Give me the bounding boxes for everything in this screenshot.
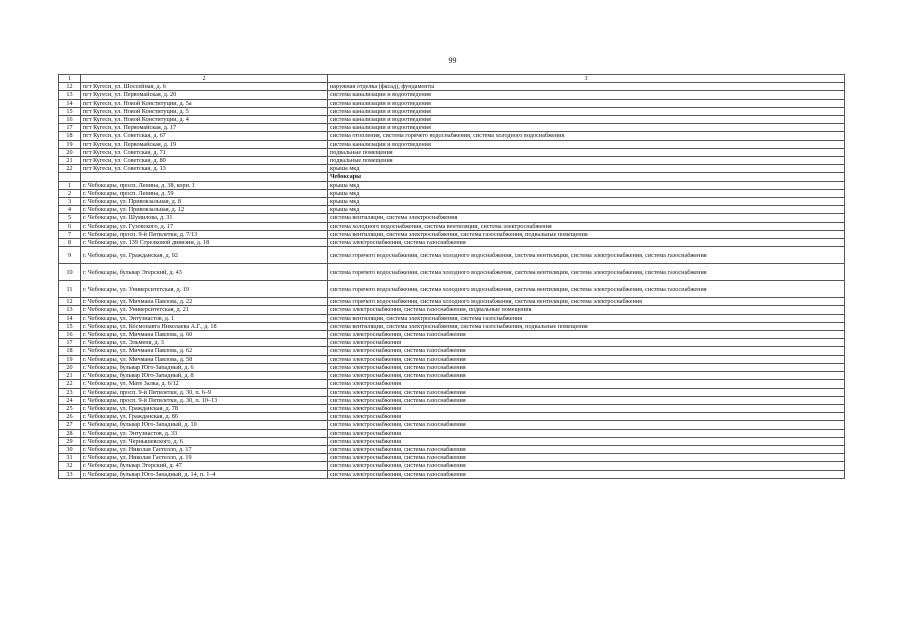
row-address: г. Чебоксары, ул. Мате Залка, д. 6/12 [81,380,328,388]
row-address: г. Чебоксары, просп. 9-й Пятилетки, д. 30, п. 10–13 [81,396,328,404]
row-number: 8 [59,239,81,247]
row-number: 16 [59,116,81,124]
row-number: 20 [59,363,81,371]
row-works: система канализации и водоотведения [328,140,845,148]
row-works: подвальные помещения [328,157,845,165]
table-row [59,281,845,298]
row-works: система электроснабжения, система газоснабжения [328,239,845,247]
row-works: подвальные помещения [328,148,845,156]
row-address: пгт Кугеси, ул. Первомайская, д. 19 [81,140,328,148]
table-row [59,388,845,396]
table-row [59,355,845,363]
row-address: пгт Кугеси, ул. Новой Конституции, д. 4 [81,116,328,124]
row-address: пгт Кугеси, ул. Шоссейная, д. 6 [81,83,328,91]
row-number: 12 [59,83,81,91]
row-number: 18 [59,347,81,355]
row-number: 21 [59,157,81,165]
row-works: система электроснабжения, система газоснабжения, подвальные помещения [328,306,845,314]
row-works: система электроснабжения [328,437,845,445]
table-row [59,214,845,222]
row-works: система электроснабжения [328,429,845,437]
row-address: г. Чебоксары, ул. Привокзальная, д. 12 [81,206,328,214]
row-works: система электроснабжения, система газоснабжения [328,454,845,462]
row-number: 9 [59,247,81,264]
row-works: система вентиляции, система электроснабжения, система газоснабжения [328,314,845,322]
row-address: г. Чебоксары, ул. Университетская, д. 19 [81,281,328,298]
table-row [59,140,845,148]
row-number: 27 [59,421,81,429]
row-works: крыша мкд [328,189,845,197]
row-address: г. Чебоксары, просп. Ленина, д. 38, корп. 1 [81,181,328,189]
row-address: г. Чебоксары, просп. Ленина, д. 59 [81,189,328,197]
row-address: г. Чебоксары, ул. Мичмана Павлова, д. 58 [81,355,328,363]
table-row [59,264,845,281]
row-number: 26 [59,413,81,421]
works-table [58,74,845,479]
row-works: система электроснабжения, система газоснабжения [328,347,845,355]
section-title: Чебоксары [328,173,845,181]
table-row [59,363,845,371]
row-number: 17 [59,124,81,132]
table-row [59,99,845,107]
table-row [59,421,845,429]
row-address: г. Чебоксары, бульвар Юго-Западный, д. 10 [81,421,328,429]
row-address: пгт Кугеси, ул. Новой Конституции, д. 5а [81,99,328,107]
table-row [59,222,845,230]
table-row [59,404,845,412]
row-works: система электроснабжения, система газоснабжения [328,462,845,470]
table-row [59,181,845,189]
row-address: г. Чебоксары, просп. 9-й Пятилетки, д. 30, п. 6–9 [81,388,328,396]
table-row [59,148,845,156]
row-number: 14 [59,99,81,107]
table-row [59,230,845,238]
table-row [59,396,845,404]
row-works: система горячего водоснабжения, система холодного водоснабжения, система вентиляции, система электроснабжения [328,298,845,306]
table-row [59,165,845,173]
table-row [59,116,845,124]
row-number: 13 [59,306,81,314]
row-works: система канализации и водоотведения [328,99,845,107]
row-number: 32 [59,462,81,470]
row-address: г. Чебоксары, ул. Мичмана Павлова, д. 62 [81,347,328,355]
table-row [59,380,845,388]
row-number: 22 [59,165,81,173]
row-address: г. Чебоксары, ул. 139 Стрелковой дивизии, д. 18 [81,239,328,247]
table-row [59,347,845,355]
row-works: крыша мкд [328,165,845,173]
row-works: наружная отделка (фасад), фундаменты [328,83,845,91]
row-address: г. Чебоксары, ул. Эльменя, д. 3 [81,339,328,347]
row-number: 13 [59,91,81,99]
row-number: 30 [59,445,81,453]
row-number: 10 [59,264,81,281]
row-address: пгт Кугеси, ул. Первомайская, д. 20 [81,91,328,99]
row-number: 7 [59,230,81,238]
row-works: крыша мкд [328,206,845,214]
row-address: г. Чебоксары, ул. Мичмана Павлова, д. 60 [81,331,328,339]
table-row [59,124,845,132]
row-number: 19 [59,140,81,148]
row-works: система электроснабжения, система газоснабжения [328,388,845,396]
row-address: г. Чебоксары, ул. Гузовского, д. 17 [81,222,328,230]
row-address: г. Чебоксары, просп. 9-й Пятилетки, д. 7/13 [81,230,328,238]
row-works: система горячего водоснабжения, система холодного водоснабжения, система вентиляции, система электроснабжения, система газоснабжения [328,247,845,264]
row-works: система вентиляции, система электроснабжения [328,214,845,222]
table-row [59,306,845,314]
row-address: пгт Кугеси, ул. Советская, д. 71 [81,148,328,156]
row-works: система канализации и водоотведения [328,116,845,124]
row-address: г. Чебоксары, ул. Николая Гастелло, д. 19 [81,454,328,462]
table-row [59,132,845,140]
row-address: г. Чебоксары, ул. Гражданская, д. 92 [81,247,328,264]
row-number: 5 [59,214,81,222]
row-number: 31 [59,454,81,462]
header-col-1: 1 [59,75,81,83]
row-address: пгт Кугеси, ул. Советская, д. 13 [81,165,328,173]
row-works: система электроснабжения, система газоснабжения [328,421,845,429]
row-number: 21 [59,372,81,380]
row-works: система электроснабжения, система газоснабжения [328,372,845,380]
row-address: г. Чебоксары, ул. Энтузиастов, д. 33 [81,429,328,437]
row-works: система электроснабжения, система газоснабжения [328,363,845,371]
row-address: г. Чебоксары, ул. Энтузиастов, д. 1 [81,314,328,322]
row-works: система канализации и водоотведения [328,91,845,99]
row-address: пгт Кугеси, ул. Советская, д. 80 [81,157,328,165]
row-works: система электроснабжения [328,380,845,388]
header-col-2: 2 [81,75,328,83]
row-address: г. Чебоксары, ул. Привокзальная, д. 8 [81,198,328,206]
table-row [59,157,845,165]
row-address: г. Чебоксары, ул. Гражданская, д. 78 [81,404,328,412]
table-row [59,83,845,91]
row-number: 4 [59,206,81,214]
row-number: 12 [59,298,81,306]
table-row [59,470,845,478]
row-address: пгт Кугеси, ул. Первомайская, д. 17 [81,124,328,132]
row-number: 15 [59,107,81,115]
row-works: система электроснабжения [328,413,845,421]
row-address: г. Чебоксары, ул. Космонавта Николаева А.Г., д. 18 [81,322,328,330]
table-row [59,107,845,115]
row-works: система канализации и водоотведения [328,107,845,115]
section-row [59,173,845,181]
table-row [59,462,845,470]
row-number: 29 [59,437,81,445]
table-row [59,322,845,330]
header-col-3: 3 [328,75,845,83]
table-row [59,331,845,339]
row-address: г. Чебоксары, бульвар Эгерский, д. 43 [81,264,328,281]
row-number: 2 [59,189,81,197]
table-row [59,454,845,462]
table-row [59,198,845,206]
row-address: пгт Кугеси, ул. Советская, д. 67 [81,132,328,140]
table-row [59,298,845,306]
row-number: 14 [59,314,81,322]
row-address: г. Чебоксары, ул. Николая Гастелло, д. 17 [81,445,328,453]
row-works: система вентиляции, система электроснабжения, система газоснабжения, подвальные помещения [328,322,845,330]
row-number: 16 [59,331,81,339]
table-body [59,75,845,479]
row-number: 19 [59,355,81,363]
row-address: пгт Кугеси, ул. Новой Конституции, д. 5 [81,107,328,115]
table-row [59,91,845,99]
row-works: система канализации и водоотведения [328,124,845,132]
row-number: 28 [59,429,81,437]
row-number: 15 [59,322,81,330]
row-address: г. Чебоксары, ул. Шумилова, д. 31 [81,214,328,222]
section-spacer-1 [59,173,81,181]
row-works: система холодного водоснабжения, система вентиляции, система электроснабжения [328,222,845,230]
row-number: 17 [59,339,81,347]
row-address: г. Чебоксары, бульвар Юго-Западный, д. 14, п. 1–4 [81,470,328,478]
row-works: система электроснабжения, система газоснабжения [328,396,845,404]
row-works: система электроснабжения, система газоснабжения [328,331,845,339]
table-row [59,445,845,453]
row-address: г. Чебоксары, бульвар Юго-Западный, д. 6 [81,363,328,371]
table-row [59,339,845,347]
row-works: система электроснабжения, система газоснабжения [328,470,845,478]
row-works: система электроснабжения [328,404,845,412]
table-row [59,429,845,437]
table-header-row [59,75,845,83]
row-number: 18 [59,132,81,140]
table-row [59,437,845,445]
row-works: система горячего водоснабжения, система холодного водоснабжения, система вентиляции, система электроснабжения, система газоснабжения [328,264,845,281]
table-row [59,239,845,247]
table-row [59,372,845,380]
row-works: система электроснабжения, система газоснабжения [328,445,845,453]
table-row [59,413,845,421]
row-number: 6 [59,222,81,230]
row-address: г. Чебоксары, бульвар Юго-Западный, д. 8 [81,372,328,380]
row-address: г. Чебоксары, ул. Университетская, д. 21 [81,306,328,314]
row-number: 25 [59,404,81,412]
row-works: система горячего водоснабжения, система холодного водоснабжения, система вентиляции, система электроснабжения, система газоснабжения [328,281,845,298]
row-number: 11 [59,281,81,298]
table-row [59,189,845,197]
section-spacer-2 [81,173,328,181]
row-number: 24 [59,396,81,404]
row-works: система электроснабжения, система газоснабжения [328,355,845,363]
row-number: 33 [59,470,81,478]
table-row [59,247,845,264]
row-address: г. Чебоксары, бульвар Эгерский, д. 47 [81,462,328,470]
row-number: 23 [59,388,81,396]
row-address: г. Чебоксары, ул. Гражданская, д. 86 [81,413,328,421]
row-works: система отопления, система горячего водоснабжения, система холодного водоснабжения [328,132,845,140]
row-works: система электроснабжения [328,339,845,347]
page-number: 99 [448,56,457,65]
row-number: 20 [59,148,81,156]
row-number: 3 [59,198,81,206]
row-address: г. Чебоксары, ул. Мичмана Павлова, д. 22 [81,298,328,306]
row-works: крыша мкд [328,198,845,206]
row-address: г. Чебоксары, ул. Чернышевского, д. 6 [81,437,328,445]
table-row [59,314,845,322]
row-works: система вентиляции, система электроснабжения, система газоснабжения, подвальные помещения [328,230,845,238]
row-works: крыша мкд [328,181,845,189]
row-number: 22 [59,380,81,388]
table-row [59,206,845,214]
row-number: 1 [59,181,81,189]
